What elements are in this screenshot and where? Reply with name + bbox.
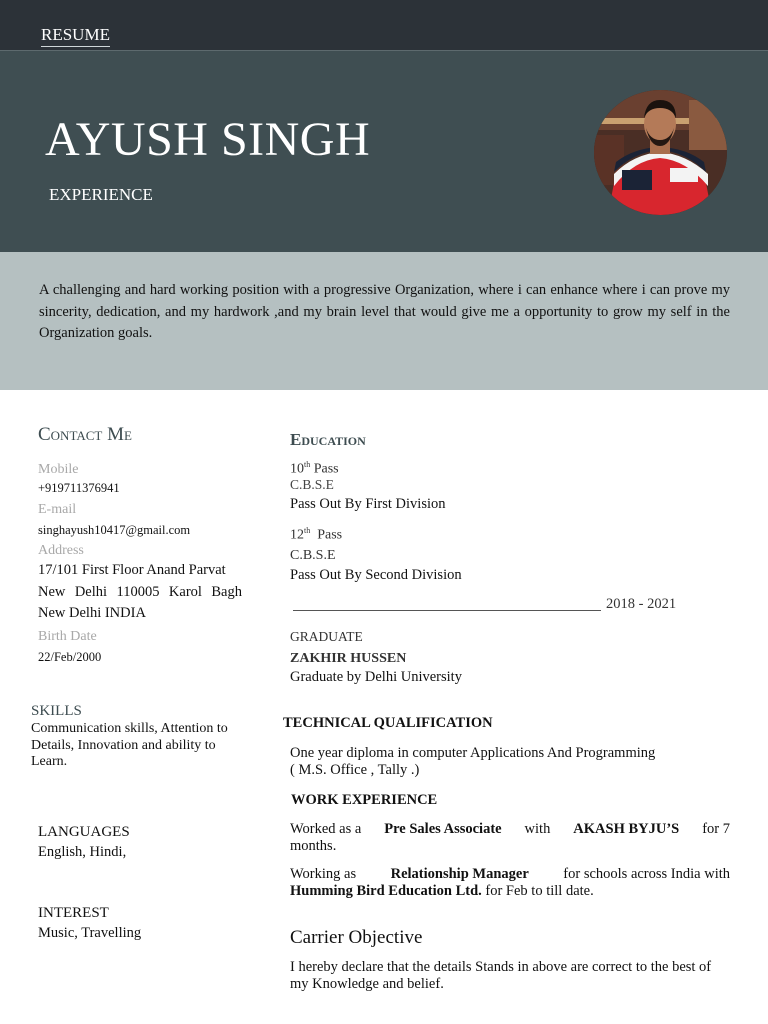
job-1 — [290, 821, 730, 854]
technical-line-2: ( M.S. Office , Tally .) — [290, 762, 420, 778]
birth-date-label: Birth Date — [38, 629, 97, 644]
tenth-result: Pass Out By First Division — [290, 496, 446, 512]
technical-line-1: One year diploma in computer Applications And Programming — [290, 745, 656, 761]
email-label: E-mail — [38, 502, 77, 517]
technical-heading: TECHNICAL QUALIFICATION — [283, 715, 493, 731]
twelfth-result: Pass Out By Second Division — [290, 567, 462, 583]
email-value: singhayush10417@gmail.com — [38, 523, 191, 537]
summary-band — [0, 252, 768, 390]
graduate-label: GRADUATE — [290, 629, 363, 644]
address-line: New Delhi 110005 Karol Bagh — [38, 583, 242, 600]
education-heading: Education — [290, 430, 366, 449]
graduation-years: 2018 - 2021 — [606, 596, 677, 612]
contact-heading: Contact Me — [38, 424, 132, 445]
address-value — [38, 560, 242, 625]
skills-heading: SKILLS — [31, 703, 82, 719]
interest-heading: INTEREST — [38, 905, 109, 921]
job-2-role: Relationship Manager — [390, 866, 529, 882]
profile-photo — [594, 90, 727, 215]
header-banner — [0, 50, 768, 252]
job-1-post: for 7 — [702, 821, 730, 837]
job-1-line-2: months. — [290, 837, 337, 854]
job-2-post: for schools across India with — [563, 866, 730, 882]
candidate-name: AYUSH SINGH — [45, 113, 371, 166]
tenth-pass: 10th Pass — [290, 460, 339, 477]
career-summary: A challenging and hard working position with a progressive Organization, where i can enhance where i can prove my sincerity, dedication, and my hardwork ,and my brain level that would give me a opportunity to grow my self in the Organization goals. — [39, 282, 730, 341]
tenth-board: C.B.S.E — [290, 477, 334, 492]
job-1-role: Pre Sales Associate — [384, 821, 502, 837]
header-subtitle: EXPERIENCE — [49, 185, 153, 204]
interest-text: Music, Travelling — [38, 925, 142, 941]
top-bar — [0, 0, 768, 50]
job-2-company: Humming Bird Education Ltd. — [290, 882, 482, 899]
objective-heading: Carrier Objective — [290, 927, 423, 948]
job-2 — [290, 866, 730, 899]
address-line: 17/101 First Floor Anand Parvat — [38, 562, 226, 578]
divider-line — [293, 610, 601, 611]
job-1-pre: Worked as a — [290, 821, 362, 837]
job-2-pre: Working as — [290, 866, 357, 882]
address-label: Address — [38, 543, 84, 558]
resume-label: RESUME — [41, 26, 110, 47]
university-name: Graduate by Delhi University — [290, 669, 462, 685]
languages-heading: LANGUAGES — [38, 824, 130, 840]
job-1-mid: with — [524, 821, 551, 837]
work-heading: WORK EXPERIENCE — [291, 792, 438, 808]
skills-text: Communication skills, Attention to Details, Innovation and ability to Learn. — [31, 721, 228, 769]
address-line: New Delhi INDIA — [38, 605, 146, 621]
languages-text: English, Hindi, — [38, 844, 127, 860]
mobile-value: +919711376941 — [38, 481, 120, 495]
college-name: ZAKHIR HUSSEN — [290, 651, 407, 666]
birth-date-value: 22/Feb/2000 — [38, 650, 102, 664]
twelfth-board: C.B.S.E — [290, 548, 336, 563]
objective-text: I hereby declare that the details Stands in above are correct to the best of my Knowledge and belief. — [290, 959, 712, 992]
twelfth-pass: 12th Pass — [290, 526, 343, 543]
job-2-tail: for Feb to till date. — [485, 882, 594, 899]
mobile-label: Mobile — [38, 462, 79, 477]
job-1-company: AKASH BYJU’S — [573, 821, 680, 837]
